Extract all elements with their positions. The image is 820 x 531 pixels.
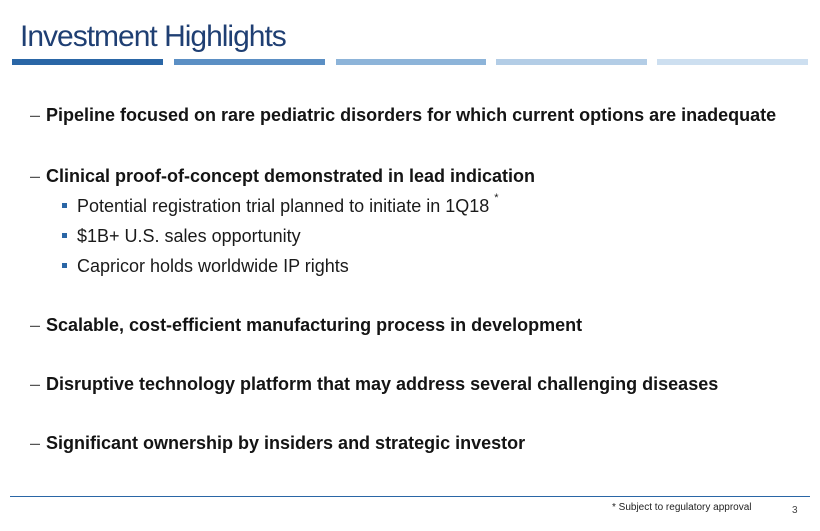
dash-marker: –	[30, 105, 41, 125]
footer-divider	[10, 496, 810, 497]
square-bullet-icon	[62, 203, 67, 208]
dash-marker: –	[30, 315, 41, 335]
bullet-text: Pipeline focused on rare pediatric disorders for which current options are inadequate	[46, 105, 777, 125]
underline-bar-1	[12, 59, 163, 65]
underline-bar-5	[657, 59, 808, 65]
title-underline-bars	[12, 59, 808, 65]
bullet-text: Disruptive technology platform that may address several challenging diseases	[46, 374, 719, 394]
footnote-marker: *	[494, 192, 499, 204]
underline-bar-2	[174, 59, 325, 65]
bullet-text: Scalable, cost-efficient manufacturing process in development	[46, 315, 583, 335]
bullet-pipeline	[30, 105, 776, 126]
bullet-ownership	[30, 433, 525, 454]
slide-title: Investment Highlights	[20, 20, 286, 53]
dash-marker: –	[30, 433, 41, 453]
sub-bullet-text: $1B+ U.S. sales opportunity	[77, 226, 301, 246]
sub-bullet-text: Potential registration trial planned to initiate in 1Q18	[77, 196, 490, 216]
sub-bullet-registration-trial	[62, 192, 499, 217]
underline-bar-3	[336, 59, 486, 65]
sub-bullet-ip-rights	[62, 256, 349, 277]
bullet-technology-platform	[30, 374, 718, 395]
square-bullet-icon	[62, 263, 67, 268]
sub-bullet-sales-opportunity	[62, 226, 301, 247]
bullet-text: Clinical proof-of-concept demonstrated in lead indication	[46, 166, 536, 186]
underline-bar-4	[496, 59, 647, 65]
dash-marker: –	[30, 166, 41, 186]
bullet-clinical	[30, 166, 535, 187]
square-bullet-icon	[62, 233, 67, 238]
sub-bullet-text: Capricor holds worldwide IP rights	[77, 256, 349, 276]
bullet-text: Significant ownership by insiders and strategic investor	[46, 433, 526, 453]
dash-marker: –	[30, 374, 41, 394]
page-number: 3	[792, 505, 798, 516]
bullet-manufacturing	[30, 315, 582, 336]
footnote: * Subject to regulatory approval	[612, 502, 752, 513]
